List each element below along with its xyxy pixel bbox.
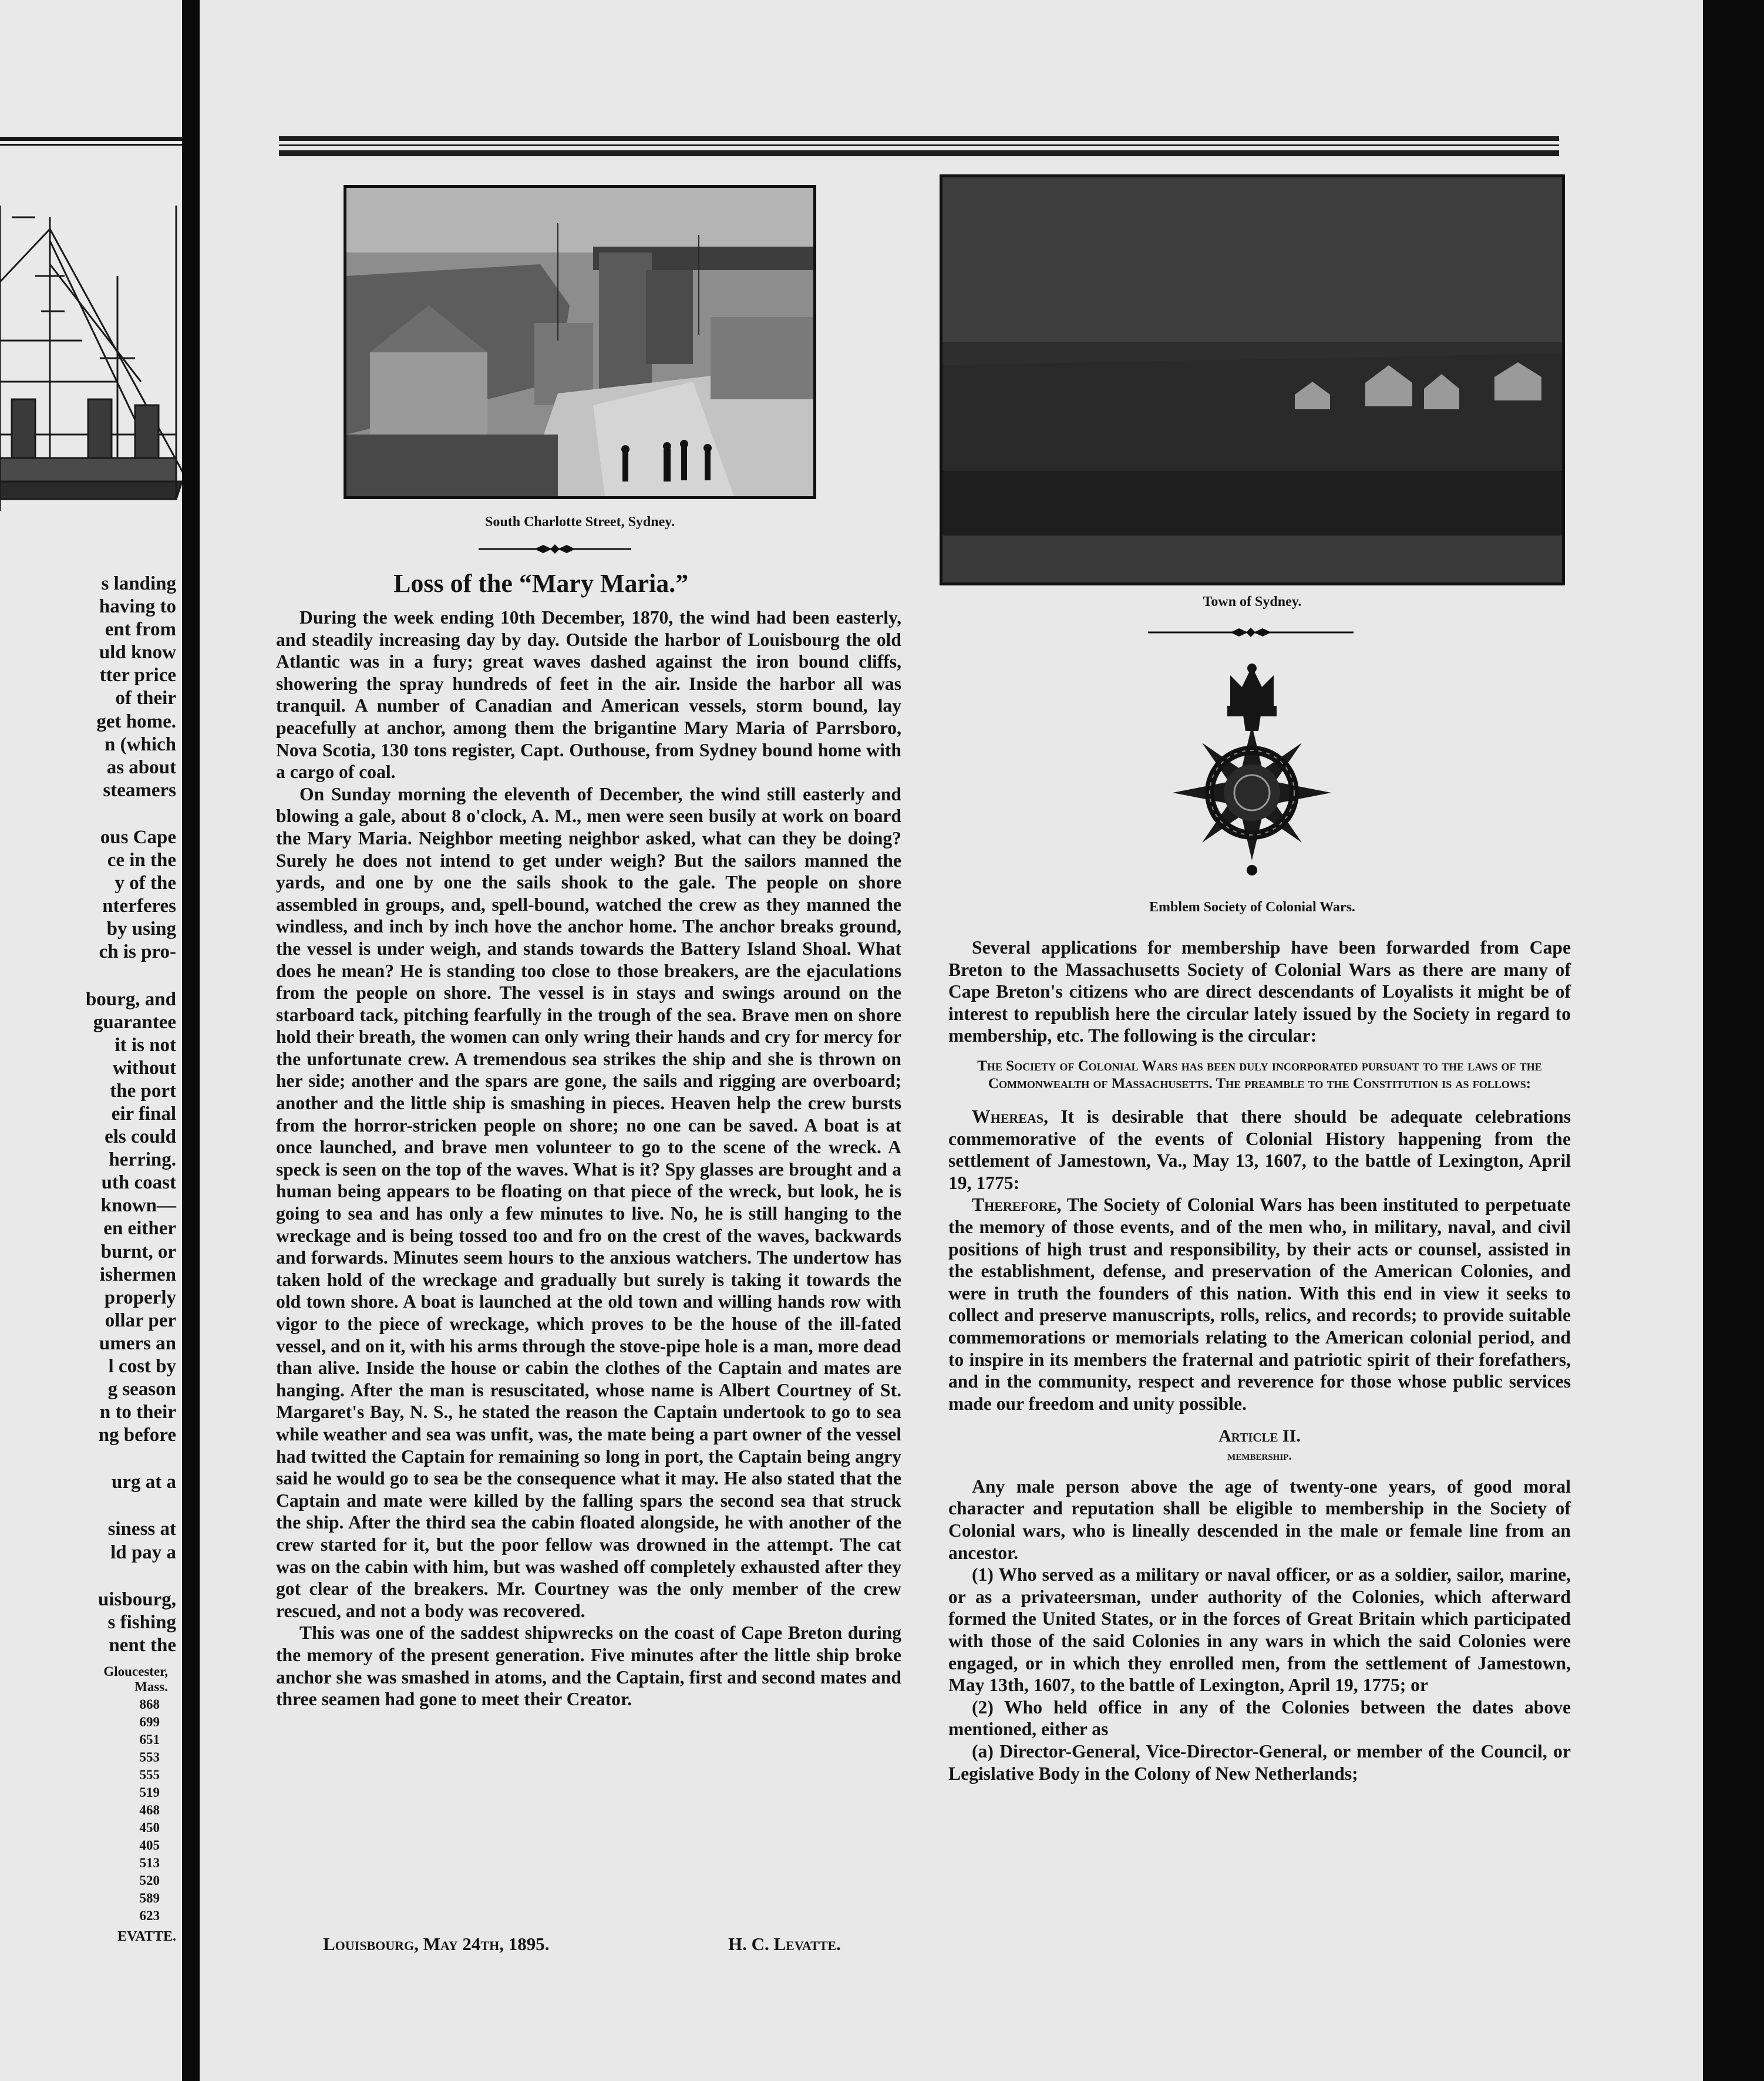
left-fragment-line xyxy=(0,802,176,826)
left-page-text-column xyxy=(0,573,176,1948)
left-fragment-line: g season xyxy=(107,1379,176,1400)
left-fragment-line: siness at xyxy=(107,1518,176,1540)
left-fragment-number: 468 xyxy=(139,1802,160,1817)
left-fragment-line: uth coast xyxy=(101,1172,176,1194)
clause-2: (2) Who held office in any of the Colonies between the dates above mentioned, either as xyxy=(948,1696,1571,1740)
left-fragment-line: herring. xyxy=(109,1149,176,1171)
left-page-fragment xyxy=(0,0,182,2081)
street-scene-image xyxy=(346,188,813,496)
left-fragment-number: 868 xyxy=(139,1696,160,1712)
divider-ornament-2 xyxy=(1148,627,1354,638)
left-fragment-line: nterferes xyxy=(102,895,176,917)
left-fragment-number: 519 xyxy=(139,1784,160,1800)
scan-border xyxy=(1703,0,1764,2081)
left-fragment-line: guarantee xyxy=(93,1011,176,1033)
header-rule-thin xyxy=(279,144,1559,146)
left-fragment-number: 623 xyxy=(139,1908,160,1923)
left-fragment-line: urg at a xyxy=(112,1471,176,1493)
header-rule-thick xyxy=(279,136,1559,141)
left-fragment-line: ld pay a xyxy=(110,1541,176,1563)
society-heading: The Society of Colonial Wars has been duly incorporated pursuant to the laws of the Commonwealth of Massachusetts. The preamble to the Constitution is as follows: xyxy=(977,1058,1542,1092)
left-fragment-number: 553 xyxy=(139,1749,160,1765)
left-fragment-line: tter price xyxy=(99,665,176,686)
therefore-text: The Society of Colonial Wars has been instituted to perpetuate the memory of those events, and of the men who, in military, naval, and civil positions of high trust and responsibility, by their acts or counsel, assisted in the establishment, defense, and preservation of the American Colonies, and were in truth the founders of this nation. With this end in view it seeks to collect and preserve manuscripts, rolls, relics, and records; to provide suitable commemorations or memorials relating to the American colonial period, and to inspire in its members the fraternal and patriotic spirit of their forefathers, and in the community, respect and reverence for those whose public services made our freedom and unity possible. xyxy=(948,1194,1571,1414)
left-fragment-number: 513 xyxy=(139,1855,160,1870)
left-fragment-line: ng before xyxy=(98,1425,176,1446)
divider-ornament xyxy=(479,543,631,555)
therefore-label: Therefore, xyxy=(972,1194,1062,1215)
left-fragment-line: nent the xyxy=(109,1634,176,1656)
left-fragment-line: ce in the xyxy=(107,850,176,871)
left-fragment-line: steamers xyxy=(103,779,176,801)
clause-a: (a) Director-General, Vice-Director-General, or member of the Council, or Legislative Body in the Colony of New Netherlands; xyxy=(948,1741,1571,1784)
whereas-label: Whereas, xyxy=(972,1106,1048,1127)
left-fragment-number: 699 xyxy=(139,1714,160,1729)
left-fragment-number: 589 xyxy=(139,1890,160,1905)
society-circular xyxy=(948,937,1571,1784)
article-body xyxy=(276,607,901,1710)
article-paragraph-1: During the week ending 10th December, 1870, the wind had been easterly, and steadily increasing day by day. Outside the harbor of Louisbourg the old Atlantic was in a fury; great waves dashed against the iron bound cliffs, showering the spray hundreds of feet in the air. Inside the harbor all was tranquil. A number of Canadian and American vessels, storm bound, lay peacefully at anchor, among them the brigantine Mary Maria of Parrsboro, Nova Scotia, 130 tons register, Capt. Outhouse, from Sydney bound home with a cargo of coal. xyxy=(276,607,901,783)
left-fragment-number: 405 xyxy=(139,1837,160,1853)
membership-paragraph: Any male person above the age of twenty-one years, of good moral character and reputation shall be eligible to membership in the Society of Colonial wars, who is lineally descended in the male or female line from an ancestor. xyxy=(948,1476,1571,1563)
article-ii-heading: Article II. xyxy=(1218,1426,1301,1446)
left-fragment-line: known— xyxy=(100,1195,176,1217)
left-fragment-line: s fishing xyxy=(107,1611,176,1633)
left-fragment-line: bourg, and xyxy=(85,988,176,1010)
left-fragment-number: 520 xyxy=(139,1873,160,1888)
left-fragment-number: 450 xyxy=(139,1820,160,1835)
left-fragment-line: properly xyxy=(104,1287,176,1308)
left-fragment-line: ous Cape xyxy=(100,826,176,848)
therefore-paragraph xyxy=(948,1194,1571,1415)
left-page-rule-thin xyxy=(0,144,182,146)
left-fragment-line: of their xyxy=(115,688,176,709)
left-fragment-line: get home. xyxy=(96,710,176,732)
society-intro: Several applications for membership have been forwarded from Cape Breton to the Massachusetts Society of Colonial Wars as there are many of Cape Breton's citizens who are direct descendants of Loyalists it might be of interest to republish here the circular lately issued by the Society in regard to membership, etc. The following is the circular: xyxy=(948,937,1571,1046)
left-fragment-line: uld know xyxy=(99,642,176,664)
south-charlotte-street-photo xyxy=(344,185,816,499)
left-fragment-table-header: Gloucester, xyxy=(103,1664,168,1679)
left-fragment-number: 651 xyxy=(139,1732,160,1747)
left-fragment-line xyxy=(0,964,176,988)
membership-subheading: membership. xyxy=(1227,1447,1292,1463)
left-fragment-line: without xyxy=(112,1057,176,1079)
article-paragraph-2: On Sunday morning the eleventh of December, the wind still easterly and blowing a gale, about 8 o'clock, A. M., men were seen busily at work on board the Mary Maria. Neighbor meeting neighbor asked, what can they be doing? Surely he does not intend to get under weigh? But the sailors manned the yards, and one by one the sails shook to the gale. The people on shore assembled in groups, and, spell-bound, watched the crew as they manned the windless, and inch by inch hove the anchor home. The anchor breaks ground, the vessel is under weigh, and stands towards the Battery Island Shoal. What does he mean? He is standing too close to those breakers, are the ejaculations from the people on shore. The vessel is in stays and swings around on the starboard tack, pitching fearfully in the trough of the sea. Brave men on shore hold their breath, the women can only wring their hands and cry for mercy for the unfortunate crew. A tremendous sea strikes the ship and she is thrown on her side; another and the spars are gone, the sails and rigging are overboard; another and the little ship is smashing in pieces. Heaven help the crew bursts from the horror-stricken people on shore; no one can be saved. A boat is at once launched, and brave men volunteer to go to the scene of the wreck. A speck is seen on the top of the waves. What is it? Spy glasses are brought and a human being appears to be floating on that piece of the wreck, but look, he is going to sea and has only a few minutes to live. No, he is still hanging to the wreckage and is being tossed too and fro on the crest of the waves, backwards and forwards. Minutes seem hours to the anxious watchers. The undertow has taken hold of the wreckage and gradually but surely is taking it towards the old town shore. A boat is launched at the old town and willing hands row with vigor to the piece of wreckage, which proves to be the house of the ill-fated vessel, and on it, with his arms through the stove-pipe hole is a man, more dead than alive. Inside the house or cabin the clothes of the Captain and mates are hanging. After the man is resuscitated, whose name is Albert Courtney of St. Margaret's Bay, N. S., he stated the reason the Captain undertook to go to sea while weather and sea was unfit, was, the mate being a part owner of the vessel had twitted the Captain for remaining so long in port, the Captain being angry said he would go to sea be the consequence what it may. He also stated that the Captain and mate were killed by the falling spars the second sea that struck the ship. After the third sea the cabin floated alongside, he with another of the crew started for it, but the poor fellow was drowned in the attempt. The cat was on the cabin with him, but was washed off completely exhausted after they got clear of the breakers. Mr. Courtney was the only member of the crew rescued, and not a body was recovered. xyxy=(276,783,901,1621)
left-fragment-table-header: Mass. xyxy=(134,1679,168,1694)
article-dateline: Louisbourg, May 24th, 1895. xyxy=(323,1934,550,1954)
left-fragment-line: en either xyxy=(103,1218,176,1240)
left-fragment-line: ollar per xyxy=(105,1309,176,1331)
left-fragment-line: umers an xyxy=(99,1332,176,1354)
article-paragraph-3: This was one of the saddest shipwrecks on the coast of Cape Breton during the memory of the present generation. Five minutes after the little ship broke anchor she was smashed in atoms, and the Captain, first and second mates and three seamen had gone to meet their Creator. xyxy=(276,1622,901,1710)
left-fragment-line xyxy=(0,1447,176,1471)
left-fragment-line: it is not xyxy=(115,1034,176,1056)
clause-1: (1) Who served as a military or naval officer, or as a soldier, sailor, marine, or as a privateersman, under authority of the Colonies, which afterward formed the United States, or in the forces of Great Britain which participated with those of the said Colonies in any wars in which the said Colonies were engaged, or in which they enrolled men, from the settlement of Jamestown, May 13th, 1607, to the battle of Lexington, April 19, 1775; or xyxy=(948,1564,1571,1696)
left-fragment-line: burnt, or xyxy=(100,1241,176,1262)
left-fragment-line: ch is pro- xyxy=(99,941,176,963)
town-of-sydney-photo xyxy=(940,174,1565,585)
left-fragment-line: the port xyxy=(110,1080,176,1102)
article-author: H. C. Levatte. xyxy=(728,1934,841,1954)
town-of-sydney-caption: Town of Sydney. xyxy=(1203,594,1302,610)
left-fragment-number: 555 xyxy=(139,1767,160,1782)
left-page-rule xyxy=(0,137,182,141)
header-rule-bottom xyxy=(279,150,1559,156)
emblem-caption: Emblem Society of Colonial Wars. xyxy=(1149,900,1355,915)
left-fragment-line: having to xyxy=(99,596,176,618)
left-fragment-line: ishermen xyxy=(99,1264,176,1285)
colonial-wars-emblem-icon xyxy=(1166,664,1339,878)
left-fragment-line: s landing xyxy=(101,573,176,594)
left-fragment-line: l cost by xyxy=(108,1356,176,1377)
whereas-text: It is desirable that there should be adequate celebrations commemorative of the events of Colonial History happening from the settlement of Jamestown, Va., May 13, 1607, to the battle of Lexington, April 19, 1775: xyxy=(948,1106,1571,1193)
left-fragment-signature: EVATTE. xyxy=(117,1928,176,1944)
left-fragment-line: n (which xyxy=(105,733,176,755)
left-fragment-line: n to their xyxy=(99,1402,176,1423)
left-fragment-line: ent from xyxy=(105,619,176,641)
left-fragment-line xyxy=(0,1564,176,1588)
charlotte-street-caption: South Charlotte Street, Sydney. xyxy=(485,514,675,530)
left-fragment-line: y of the xyxy=(115,873,176,894)
left-fragment-line: by using xyxy=(106,918,176,940)
left-fragment-line: els could xyxy=(105,1126,176,1148)
article-title: Loss of the “Mary Maria.” xyxy=(393,569,689,598)
whereas-paragraph xyxy=(948,1106,1571,1194)
left-fragment-line: uisbourg, xyxy=(98,1588,176,1610)
left-fragment-line xyxy=(0,1494,176,1518)
town-scene-image xyxy=(942,177,1562,582)
left-fragment-line: eir final xyxy=(111,1103,176,1124)
ship-engraving xyxy=(0,206,182,511)
left-fragment-line: as about xyxy=(106,756,176,778)
